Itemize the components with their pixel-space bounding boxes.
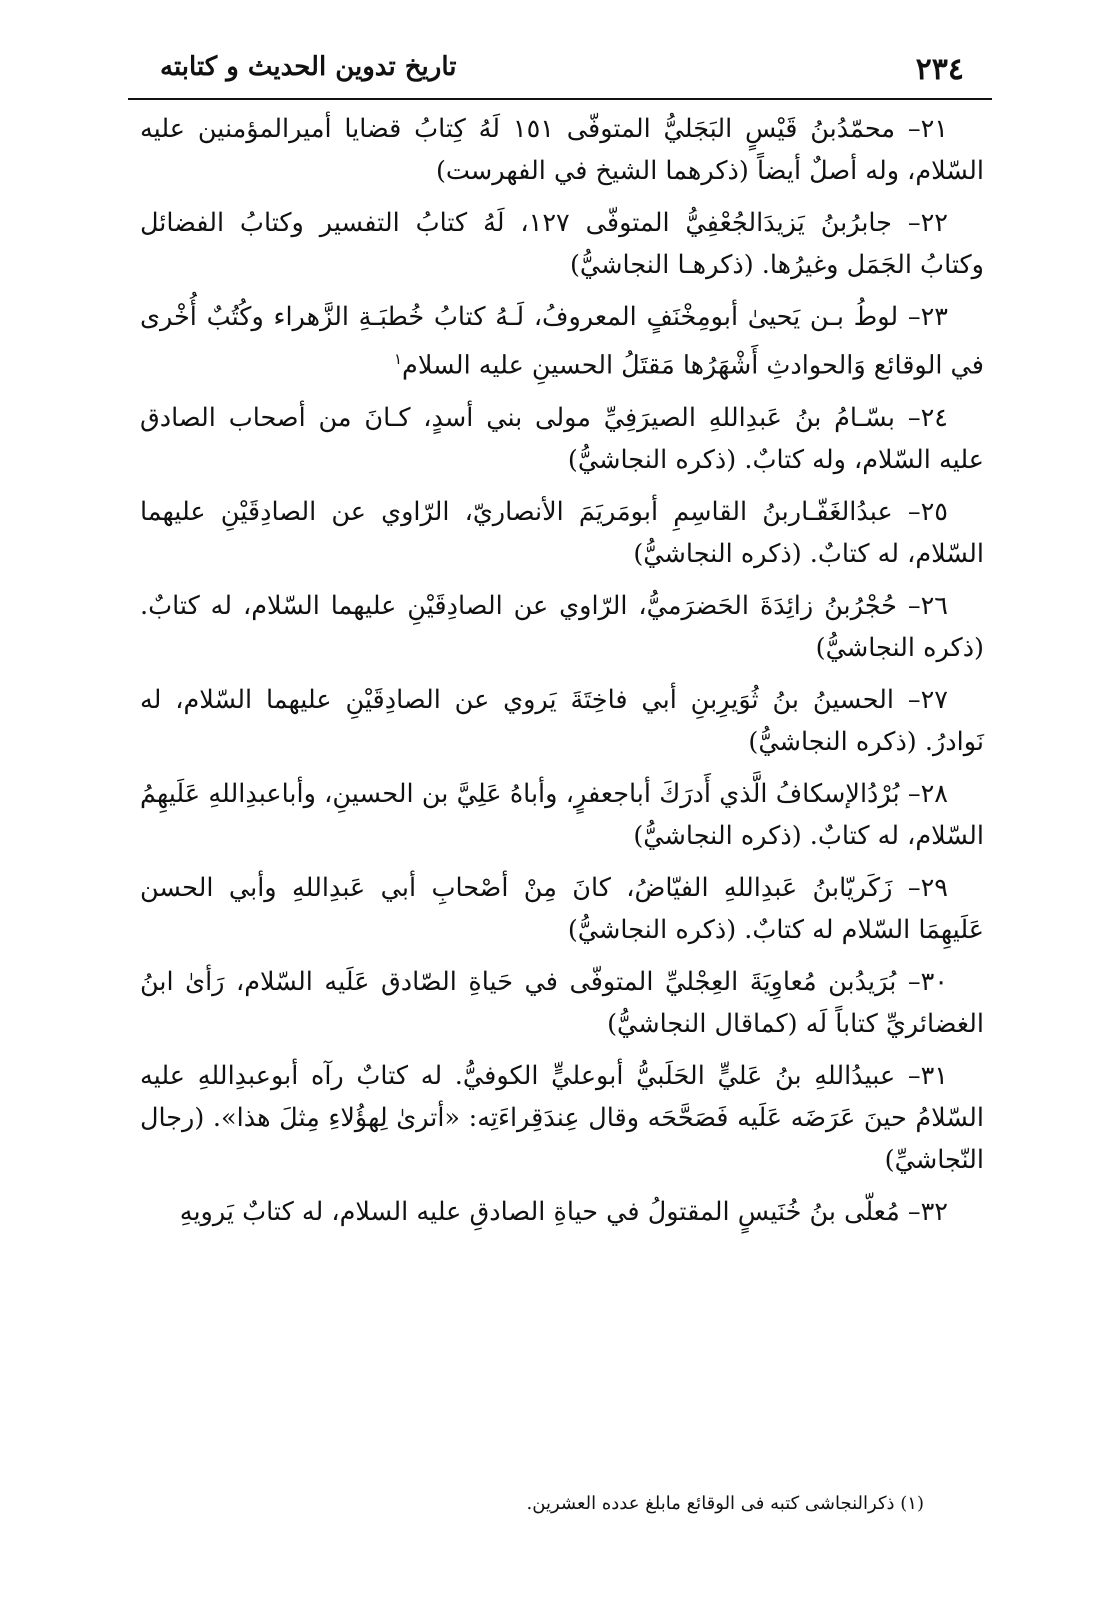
entry-23-text: ٢٣– لوطُ بـن يَحيىٰ أبومِخْنَفٍ المعروفُ، لَـهُ كتابُ خُطبَـةِ الزَّهراء وكُتُبٌ أُخْرى في الوقائع وَالحوادثِ أَشْهَرُها مَقتَلُ الحسينِ عليه السلام	[140, 302, 984, 381]
entry-21: ٢١– محمّدُبنُ قَيْسٍ البَجَليُّ المتوفّى ١٥١ لَهُ كِتابُ قضايا أميرالمؤمنين عليه السّلام، وله أصلٌ أيضاً (ذكرهما الشيخ في الفهرست)	[140, 114, 984, 186]
entry-25: ٢٥– عبدُالغَفّـاربنُ القاسِمِ أبومَريَمَ الأنصاريّ، الرّاوي عن الصادِقَيْنِ عليهما السّلام، له كتابٌ. (ذكره النجاشيُّ)	[140, 496, 984, 569]
page-header	[128, 44, 992, 100]
entry-27: ٢٧– الحسينُ بنُ ثُوَيرِبنِ أبي فاخِتَةَ يَروي عن الصادِقَيْنِ عليهما السّلام، له نَوادرُ. (ذكره النجاشيُّ)	[140, 684, 984, 757]
header-rule	[128, 98, 992, 100]
page-number: ٢٣٤	[915, 52, 964, 87]
entry-28: ٢٨– بُرْدُالإسكافُ الَّذي أَدرَكَ أباجعفرٍ، وأباهُ عَلِيَّ بن الحسينِ، وأباعبدِاللهِ عَلَيهِمُ السّلام، له كتابٌ. (ذكره النجاشيُّ)	[140, 778, 984, 851]
entry-26: ٢٦– حُجْرُبنُ زائِدَةَ الحَضرَميُّ، الرّاوي عن الصادِقَيْنِ عليهما السّلام، له كتابٌ. (ذكره النجاشيُّ)	[140, 590, 984, 663]
entry-30: ٣٠– بُرَيدُبن مُعاوِيَةَ العِجْليِّ المتوفّى في حَياةِ الصّادق عَلَيه السّلام، رَأىٰ ابنُ الغضائريِّ كتاباً لَه (كماقال النجاشيُّ)	[140, 966, 984, 1039]
entry-29: ٢٩– زَكَريّابنُ عَبدِاللهِ الفيّاضُ، كانَ مِنْ أصْحابِ أبي عَبدِاللهِ وأبي الحسن عَلَيهِمَا السّلام له كتابٌ. (ذكره النجاشيُّ)	[140, 872, 984, 945]
running-title: تاريخ تدوين الحديث و كتابته	[160, 52, 457, 82]
entry-24: ٢٤– بسّـامُ بنُ عَبدِاللهِ الصيرَفِيِّ مولى بني أسدٍ، كـانَ من أصحاب الصادق عليه السّلام، وله كتابٌ. (ذكره النجاشيُّ)	[140, 402, 984, 475]
entry-31: ٣١– عبيدُاللهِ بنُ عَليٍّ الحَلَبيُّ أبوعليٍّ الكوفيُّ. له كتابٌ رآه أبوعبدِاللهِ عليه السّلامُ حينَ عَرَضَه عَلَيه فَصَحَّحَه وقال عِندَقِراءَتِه: «أترىٰ لِهؤُلاءِ مِثلَ هذا». (رجال النّجاشيِّ)	[140, 1060, 984, 1175]
entry-22: ٢٢– جابرُبنُ يَزيدَالجُعْفِيُّ المتوفّى ١٢٧، لَهُ كتابُ التفسير وكتابُ الفضائل وكتابُ الجَمَل وغيرُها. (ذكرهـا النجاشيُّ)	[140, 208, 984, 280]
footnote-1: (١) ذكرالنجاشى كتبه فى الوقائع مابلغ عدده العشرين.	[526, 1493, 924, 1514]
entry-23	[140, 296, 984, 387]
footnotes	[140, 1490, 984, 1518]
page-body	[140, 108, 984, 1243]
footnote-ref: ١	[393, 350, 403, 368]
entry-32: ٣٢– مُعلّى بنُ خُنَيسٍ المقتولُ في حياةِ الصادقِ عليه السلام، له كتابٌ يَرويهِ	[179, 1196, 948, 1227]
